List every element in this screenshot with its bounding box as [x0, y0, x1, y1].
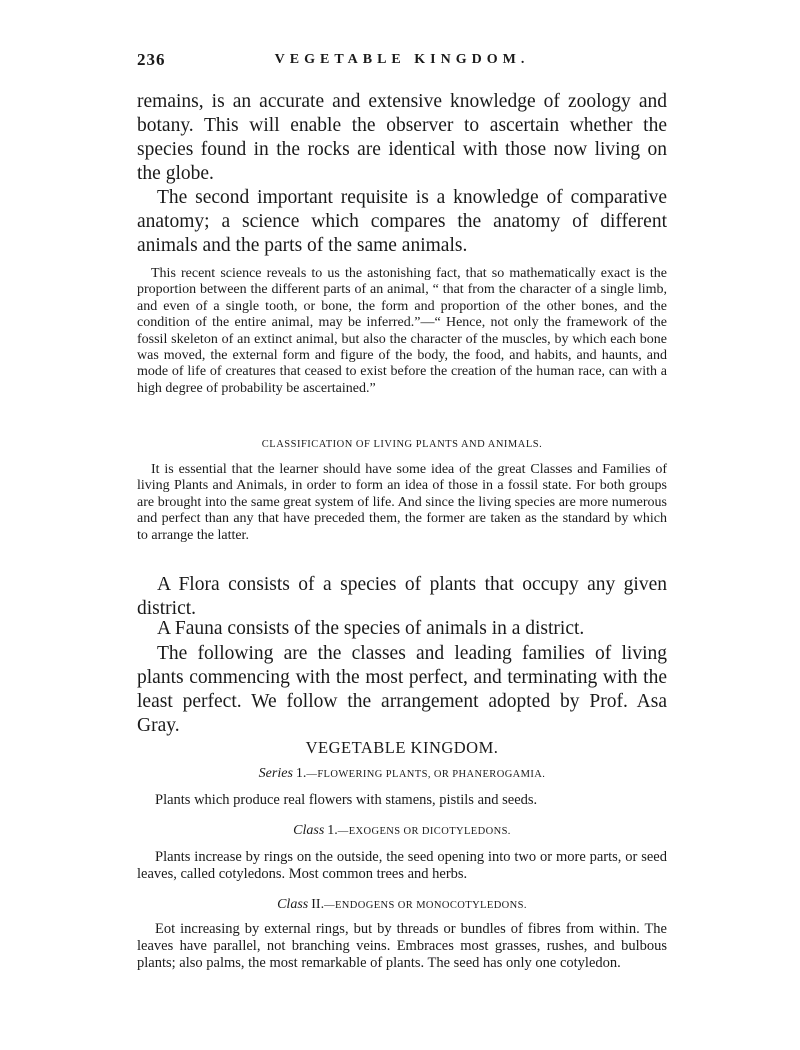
class-one-heading — [137, 823, 667, 839]
classification-heading: CLASSIFICATION OF LIVING PLANTS AND ANIMALS. — [261, 439, 543, 450]
note-learner: It is essential that the learner should have some idea of the great Classes and Families of living Plants and Animals, in order to form an idea of those in a fossil state. For both groups are brought into the same great system of life. And since the living species are more numerous and perfect than any that have preceded them, the former are taken as the standard by which to arrange the latter. — [137, 462, 667, 543]
paragraph-zoology-botany: remains, is an accurate and extensive knowledge of zoology and botany. This will enable the observer to ascertain whether the species found in the rocks are identical with those now living on the globe. — [137, 91, 667, 184]
class-one-title: —EXOGENS OR DICOTYLEDONS. — [337, 826, 511, 837]
class-one-label: Class — [293, 823, 325, 838]
class-two-description: Eot increasing by external rings, but by threads or bundles of fibres from within. The leaves have parallel, not branching veins. Embraces most grasses, rushes, and bulbous plants; also palms, the most remarkable of plants. The seed has only one cotyledon. — [137, 921, 667, 971]
vegetable-kingdom-heading: VEGETABLE KINGDOM. — [305, 738, 499, 757]
series-label: Series — [258, 766, 293, 781]
series-title: —FLOWERING PLANTS, OR PHANEROGAMIA. — [306, 769, 546, 780]
class-two-title: —ENDOGENS OR MONOCOTYLEDONS. — [324, 900, 527, 911]
class-two-label: Class — [277, 897, 309, 912]
class-two-heading — [137, 897, 667, 913]
series-number: 1. — [295, 766, 307, 781]
running-head — [137, 50, 667, 74]
paragraph-flora: A Flora consists of a species of plants that occupy any given district. — [137, 574, 667, 619]
page-number: 236 — [137, 50, 166, 69]
class-two-number: II. — [311, 897, 325, 912]
series-heading — [137, 766, 667, 782]
series-description: Plants which produce real flowers with stamens, pistils and seeds. — [155, 792, 538, 808]
paragraph-comparative-anatomy: The second important requisite is a knowledge of comparative anatomy; a science which compares the anatomy of different animals and the parts of the same animals. — [137, 187, 667, 256]
running-title: VEGETABLE KINGDOM. — [274, 52, 530, 67]
paragraph-fauna: A Fauna consists of the species of animals in a district. — [157, 618, 585, 639]
note-recent-science: This recent science reveals to us the astonishing fact, that so mathematically exact is the proportion between the different parts of an animal, “ that from the character of a single limb, and even of a single tooth, or bone, the form and proportion of the other bones, and the condition of the entire animal, may be inferred.”—“ Hence, not only the framework of the fossil skeleton of an extinct animal, but also the character of the muscles, by which each bone was moved, the external form and figure of the body, the food, and habits, and haunts, and mode of life of creatures that ceased to exist before the creation of the human race, can with a high degree of probability be ascertained.” — [137, 266, 667, 396]
class-one-number: 1. — [327, 823, 338, 838]
class-one-description: Plants increase by rings on the outside, the seed opening into two or more parts, or seed leaves, called cotyledons. Most common trees and herbs. — [137, 849, 667, 882]
paragraph-classes-intro: The following are the classes and leading families of living plants commencing with the most perfect, and terminating with the least perfect. We follow the arrangement adopted by Prof. Asa Gray. — [137, 643, 667, 736]
